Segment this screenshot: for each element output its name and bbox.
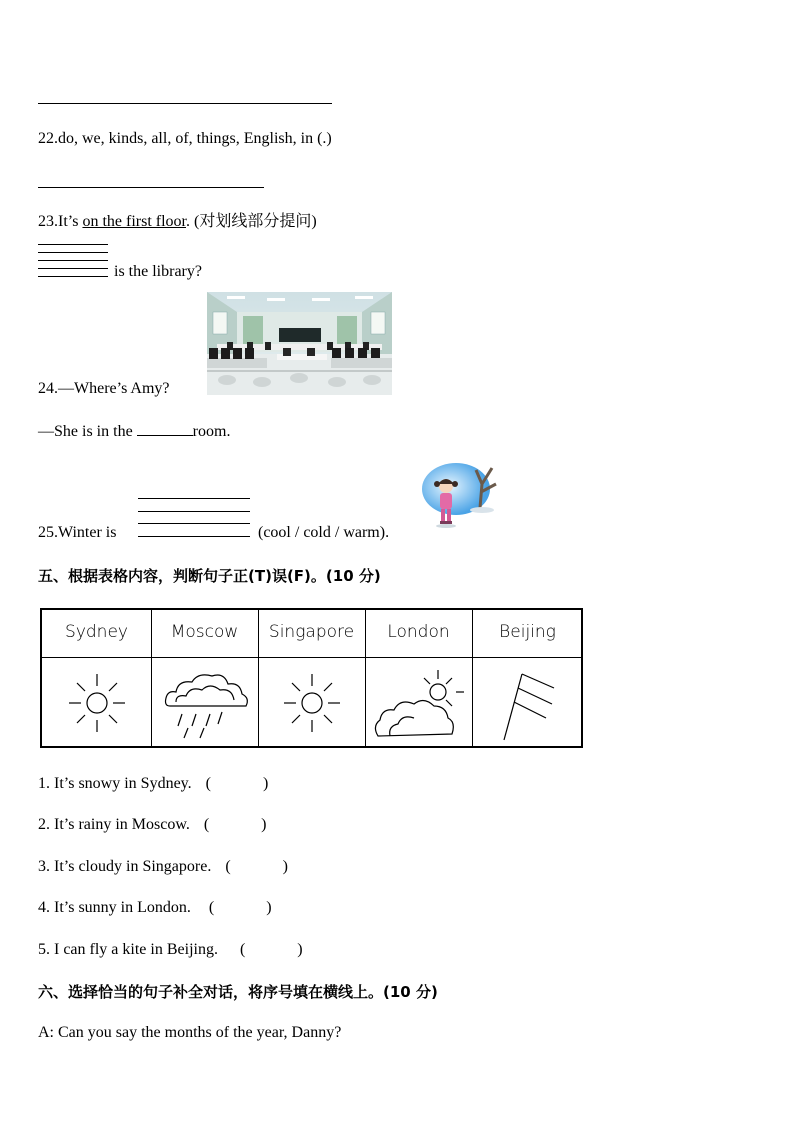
q25-options: (cool / cold / warm).: [258, 524, 390, 541]
q24-blank[interactable]: [137, 421, 193, 436]
q24-answer-suffix: room.: [192, 423, 231, 440]
q23-blank-line-1[interactable]: [38, 244, 108, 245]
q25-blank-line-2[interactable]: [138, 511, 250, 512]
item-text: 2. It’s rainy in Moscow.: [38, 816, 190, 833]
dialogue-line-1: A: Can you say the months of the year, Danny?: [38, 1024, 342, 1041]
section5-title: 五、根据表格内容，判断句子正(T)误(F)。(10 分): [38, 567, 381, 585]
q24-question: —Where’s Amy?: [58, 380, 170, 397]
question-25: [38, 523, 116, 543]
q23-number: 23.: [38, 213, 58, 230]
judge-item-5: [38, 940, 303, 960]
question-22: [38, 129, 332, 149]
winter-girl-picture: [422, 462, 500, 530]
judge-item-1: [38, 774, 268, 794]
city-sydney: Sydney: [65, 622, 128, 642]
q22-number: 22.: [38, 130, 58, 147]
q24-answer-prefix: —She is in the: [38, 423, 133, 440]
q23-prefix: It’s: [58, 213, 83, 230]
judge-item-2: [38, 815, 267, 835]
q25-blank-line-4[interactable]: [138, 536, 250, 537]
q25-blank-line-1[interactable]: [138, 498, 250, 499]
item-text: 4. It’s sunny in London.: [38, 899, 191, 916]
city-singapore: Singapore: [268, 622, 355, 642]
q23-blank-line-2[interactable]: [38, 252, 108, 253]
sun-icon: [282, 666, 342, 740]
q23-blank-line-3[interactable]: [38, 260, 108, 261]
sun-icon: [67, 666, 127, 740]
city-beijing: Beijing: [499, 622, 556, 642]
cloud-sun-icon: [372, 666, 468, 742]
answer-parentheses[interactable]: ( ): [205, 775, 269, 792]
q24-answer: [38, 421, 230, 442]
answer-parentheses[interactable]: ( ): [208, 899, 272, 916]
q23-blank-line-4[interactable]: [38, 268, 108, 269]
answer-parentheses[interactable]: ( ): [225, 858, 288, 875]
q25-blank-line-3[interactable]: [138, 523, 250, 524]
section6-title: 六、选择恰当的句子补全对话，将序号填在横线上。(10 分): [38, 983, 438, 1001]
q23-suffix: . (对划线部分提问): [186, 213, 317, 230]
question-24: [38, 379, 170, 399]
q25-prefix: Winter is: [58, 524, 117, 541]
city-london: London: [387, 622, 450, 642]
computer-room-picture: [207, 292, 392, 395]
item-text: 1. It’s snowy in Sydney.: [38, 775, 192, 792]
q23-underlined-part: on the first floor: [82, 213, 186, 230]
q22-text: do, we, kinds, all, of, things, English, in (.): [58, 130, 332, 147]
weather-table: [40, 608, 583, 748]
q23-answer-tail: is the library?: [114, 263, 202, 280]
rain-cloud-icon: [162, 670, 252, 742]
city-moscow: Moscow: [170, 622, 239, 642]
item-text: 3. It’s cloudy in Singapore.: [38, 858, 212, 875]
item-text: 5. I can fly a kite in Beijing.: [38, 941, 218, 958]
wind-icon: [494, 670, 564, 744]
q22-answer-line[interactable]: [38, 187, 264, 188]
answer-line: [38, 103, 332, 104]
judge-item-3: [38, 857, 288, 877]
q23-blank-line-5[interactable]: [38, 276, 108, 277]
answer-parentheses[interactable]: ( ): [239, 941, 303, 958]
question-23: [38, 212, 317, 232]
judge-item-4: [38, 898, 272, 918]
q25-number: 25.: [38, 524, 58, 541]
q24-number: 24.: [38, 380, 58, 397]
answer-parentheses[interactable]: ( ): [203, 816, 267, 833]
